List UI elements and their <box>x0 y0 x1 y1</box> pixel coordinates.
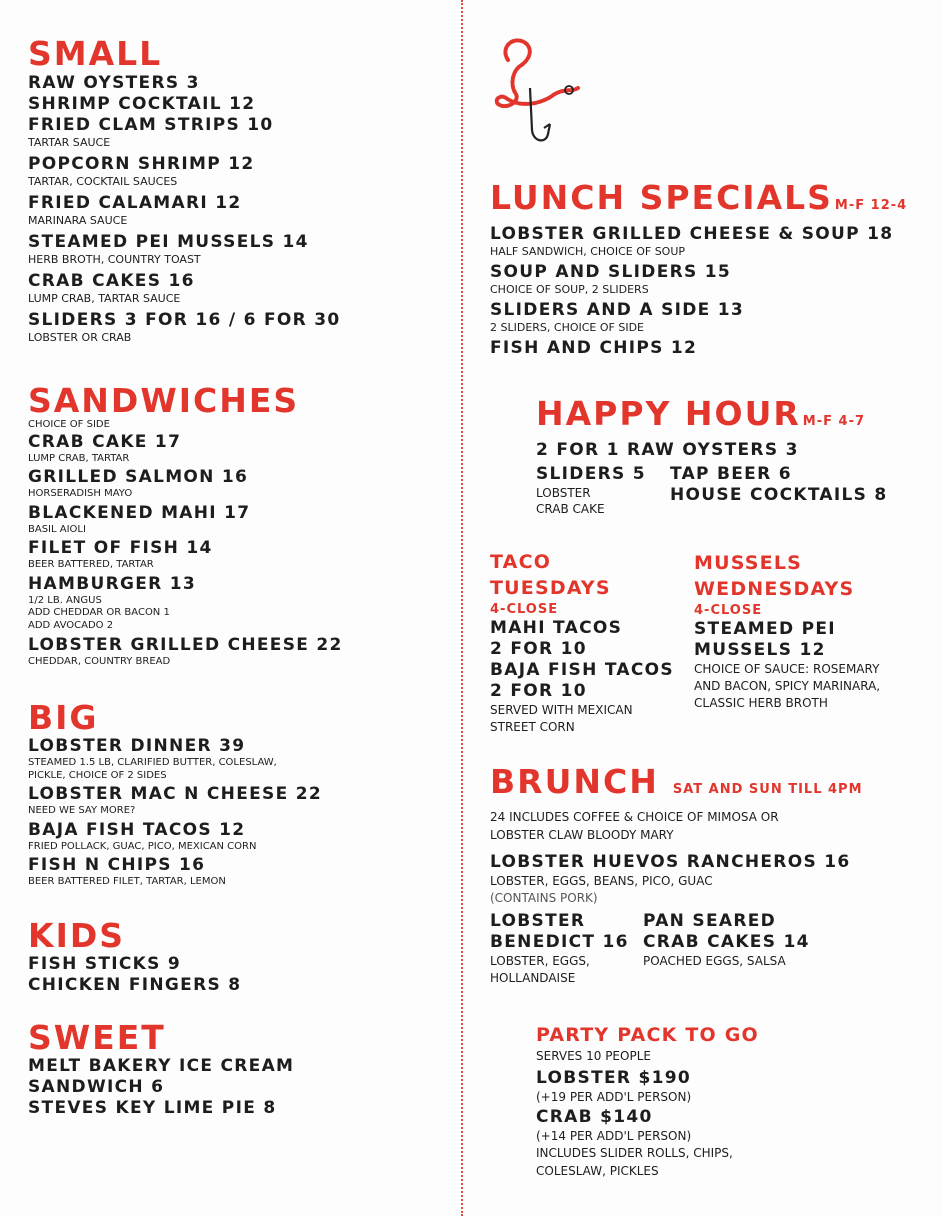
menu-item-desc: LOBSTER, EGGS, BEANS, PICO, GUAC <box>490 874 713 888</box>
menu-item-desc: ADD AVOCADO 2 <box>28 619 114 631</box>
section-title: BRUNCH <box>490 762 659 801</box>
menu-item-name: FISH AND CHIPS 12 <box>490 338 698 358</box>
menu-item-desc: HOLLANDAISE <box>490 971 576 985</box>
menu-item-desc: SERVED WITH MEXICAN <box>490 703 633 717</box>
menu-item-desc: BEER BATTERED FILET, TARTAR, LEMON <box>28 876 226 887</box>
section-hours: 4-CLOSE <box>490 602 559 617</box>
menu-item-desc: LOBSTER, EGGS, <box>490 954 590 968</box>
menu-item-name: LOBSTER GRILLED CHEESE & SOUP 18 <box>490 224 894 244</box>
menu-item-name: SOUP AND SLIDERS 15 <box>490 262 732 282</box>
menu-item-desc: PICKLE, CHOICE OF 2 SIDES <box>28 769 167 781</box>
section-big <box>28 700 322 889</box>
menu-item-name: SANDWICH 6 <box>28 1077 165 1097</box>
menu-item-desc: BEER BATTERED, TARTAR <box>28 559 154 570</box>
section-kids <box>28 918 241 996</box>
menu-item-name: MELT BAKERY ICE CREAM <box>28 1056 295 1076</box>
brunch-crab-cakes <box>643 911 810 970</box>
menu-item-desc: 1/2 LB. ANGUS <box>28 594 102 606</box>
section-hours: M-F 12-4 <box>834 198 908 213</box>
menu-item-name: HOUSE COCKTAILS 8 <box>670 485 888 505</box>
section-heading: MUSSELS <box>694 552 803 574</box>
menu-item-desc: BASIL AIOLI <box>28 523 86 535</box>
menu-item-desc: 2 SLIDERS, CHOICE OF SIDE <box>490 321 644 334</box>
party-serves: SERVES 10 PEOPLE <box>536 1049 651 1063</box>
column-divider <box>461 0 463 1216</box>
section-heading <box>490 764 863 808</box>
menu-item-name: CHICKEN FINGERS 8 <box>28 975 242 995</box>
section-heading: SMALL <box>28 34 163 73</box>
menu-item-name: RAW OYSTERS 3 <box>28 73 200 93</box>
menu-item-name: CRAB CAKES 14 <box>643 932 810 952</box>
section-heading: TUESDAYS <box>490 577 611 599</box>
menu-item-name: LOBSTER DINNER 39 <box>28 736 246 756</box>
section-happy-hour <box>536 396 865 461</box>
menu-item-name: MAHI TACOS <box>490 618 623 638</box>
section-heading <box>490 180 907 224</box>
section-heading: SANDWICHES <box>28 381 300 420</box>
menu-item-name: LOBSTER GRILLED CHEESE 22 <box>28 635 343 655</box>
menu-item-name: FRIED CALAMARI 12 <box>28 193 242 213</box>
menu-item-desc: NEED WE SAY MORE? <box>28 805 136 816</box>
brunch-benedict <box>490 911 629 987</box>
menu-item-desc: AND BACON, SPICY MARINARA, <box>694 679 881 693</box>
rope-letter-fishhook-logo <box>490 30 580 155</box>
section-title: LUNCH SPECIALS <box>490 178 833 217</box>
section-hours: 4-CLOSE <box>694 603 763 618</box>
section-sweet <box>28 1020 294 1119</box>
section-note: CHOICE OF SIDE <box>28 419 110 430</box>
section-heading: WEDNESDAYS <box>694 578 855 600</box>
menu-item-name: CRAB CAKE 17 <box>28 431 182 452</box>
menu-item-desc: LOBSTER OR CRAB <box>28 331 132 344</box>
menu-item-desc: STREET CORN <box>490 720 575 734</box>
happy-hour-drinks <box>670 464 888 506</box>
menu-item-name: MUSSELS 12 <box>694 640 826 660</box>
section-hours: SAT AND SUN TILL 4PM <box>672 782 863 797</box>
menu-item-name: HAMBURGER 13 <box>28 573 196 594</box>
menu-item-desc: HALF SANDWICH, CHOICE OF SOUP <box>490 245 686 258</box>
menu-item-desc: ADD CHEDDAR OR BACON 1 <box>28 607 170 618</box>
menu-item-name: PAN SEARED <box>643 911 777 931</box>
menu-item-desc: INCLUDES SLIDER ROLLS, CHIPS, <box>536 1146 733 1160</box>
menu-item-name: FILET OF FISH 14 <box>28 538 213 558</box>
menu-item-desc: LUMP CRAB, TARTAR SAUCE <box>28 292 181 305</box>
section-small <box>28 36 340 345</box>
section-sandwiches <box>28 383 343 669</box>
menu-item-name: POPCORN SHRIMP 12 <box>28 154 255 174</box>
menu-item-name: SLIDERS 5 <box>536 464 646 484</box>
menu-item-desc: TARTAR SAUCE <box>28 136 111 149</box>
menu-item-desc: MARINARA SAUCE <box>28 214 128 227</box>
section-title: HAPPY HOUR <box>536 394 801 433</box>
menu-item-name: STEAMED PEI MUSSELS 14 <box>28 232 309 252</box>
menu-item-name: SLIDERS AND A SIDE 13 <box>490 300 745 320</box>
section-heading: TACO <box>490 551 552 573</box>
menu-item-desc: CHEDDAR, COUNTRY BREAD <box>28 656 171 667</box>
brunch-note: 24 INCLUDES COFFEE & CHOICE OF MIMOSA OR <box>490 810 779 824</box>
menu-item-desc: (+19 PER ADD'L PERSON) <box>536 1090 692 1104</box>
menu-item-name: BAJA FISH TACOS <box>490 660 674 680</box>
menu-item-name: BLACKENED MAHI 17 <box>28 502 251 523</box>
menu-item-name: SHRIMP COCKTAIL 12 <box>28 94 256 114</box>
menu-item-desc: CRAB CAKE <box>536 502 605 516</box>
menu-item-name: 2 FOR 1 RAW OYSTERS 3 <box>536 440 799 460</box>
menu-item-name: TAP BEER 6 <box>670 464 792 484</box>
menu-item-desc: HERB BROTH, COUNTRY TOAST <box>28 253 201 266</box>
menu-item-name: FRIED CLAM STRIPS 10 <box>28 115 274 135</box>
menu-item-name: BAJA FISH TACOS 12 <box>28 819 246 840</box>
menu-item-desc: COLESLAW, PICKLES <box>536 1164 659 1178</box>
happy-hour-sliders <box>536 464 646 517</box>
menu-item-desc: CHOICE OF SOUP, 2 SLIDERS <box>490 283 649 296</box>
menu-item-name: CRAB CAKES 16 <box>28 271 195 291</box>
menu-item-desc: (+14 PER ADD'L PERSON) <box>536 1129 692 1143</box>
section-brunch <box>490 764 863 907</box>
menu-item-name: LOBSTER HUEVOS RANCHEROS 16 <box>490 852 851 872</box>
section-heading: BIG <box>28 698 99 737</box>
menu-item-name: LOBSTER <box>490 911 586 931</box>
menu-item-desc: (CONTAINS PORK) <box>490 891 598 905</box>
section-taco-tuesdays <box>490 549 674 736</box>
section-heading <box>536 396 865 440</box>
menu-item-desc: CHOICE OF SAUCE: ROSEMARY <box>694 662 880 676</box>
menu-item-name: 2 FOR 10 <box>490 681 587 701</box>
section-heading: KIDS <box>28 916 126 955</box>
section-mussels-wednesdays <box>694 550 880 712</box>
menu-item-name: LOBSTER MAC N CHEESE 22 <box>28 784 322 804</box>
fishhook-logo-icon <box>490 30 580 155</box>
section-party-pack <box>536 1022 759 1180</box>
menu-item-desc: HORSERADISH MAYO <box>28 488 133 499</box>
menu-item-name: FISH N CHIPS 16 <box>28 855 206 875</box>
brunch-note: LOBSTER CLAW BLOODY MARY <box>490 828 674 842</box>
section-hours: M-F 4-7 <box>802 414 866 429</box>
menu-item-desc: FRIED POLLACK, GUAC, PICO, MEXICAN CORN <box>28 840 257 852</box>
menu-item-desc: CLASSIC HERB BROTH <box>694 696 828 710</box>
menu-item-desc: STEAMED 1.5 LB, CLARIFIED BUTTER, COLESLAW, <box>28 757 277 768</box>
menu-item-name: 2 FOR 10 <box>490 639 587 659</box>
menu-item-name: FISH STICKS 9 <box>28 954 182 974</box>
menu-item-name: CRAB $140 <box>536 1107 653 1127</box>
section-heading: SWEET <box>28 1018 166 1057</box>
menu-item-desc: LUMP CRAB, TARTAR <box>28 452 130 464</box>
menu-item-name: STEAMED PEI <box>694 619 836 639</box>
menu-item-name: GRILLED SALMON 16 <box>28 467 249 487</box>
section-heading: PARTY PACK TO GO <box>536 1024 759 1046</box>
section-lunch-specials <box>490 180 907 359</box>
menu-item-name: SLIDERS 3 FOR 16 / 6 FOR 30 <box>28 310 341 330</box>
menu-item-name: BENEDICT 16 <box>490 932 629 952</box>
menu-item-name: LOBSTER $190 <box>536 1068 692 1088</box>
menu-item-desc: LOBSTER <box>536 486 591 500</box>
menu-item-desc: POACHED EGGS, SALSA <box>643 954 786 968</box>
menu-item-name: STEVES KEY LIME PIE 8 <box>28 1098 277 1118</box>
menu-item-desc: TARTAR, COCKTAIL SAUCES <box>28 175 178 188</box>
